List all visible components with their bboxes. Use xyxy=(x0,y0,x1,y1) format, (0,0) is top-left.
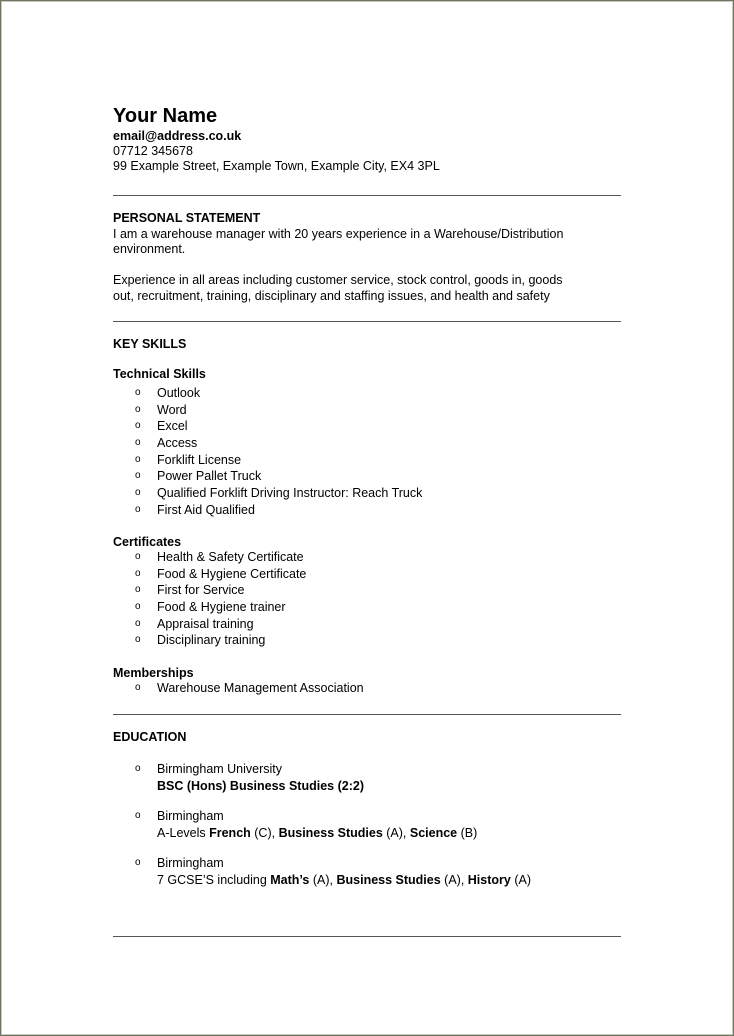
education-entry xyxy=(113,761,364,795)
bullet-icon: o xyxy=(135,682,141,693)
bullet-icon: o xyxy=(135,387,141,398)
bullet-icon: o xyxy=(135,437,141,449)
education-qualification: A-Levels French (C), Business Studies (A), Science (B) xyxy=(157,826,478,840)
bullet-icon: o xyxy=(135,634,141,646)
email-address: email@address.co.uk xyxy=(113,129,242,143)
list-item: o Appraisal training xyxy=(135,616,254,631)
bullet-icon: o xyxy=(135,810,141,821)
bullet-icon: o xyxy=(135,584,141,596)
education-place: Birmingham xyxy=(157,809,224,823)
list-item: o Warehouse Management Association xyxy=(135,681,364,695)
education-entry xyxy=(113,808,477,842)
bullet-icon: o xyxy=(135,567,141,579)
candidate-name: Your Name xyxy=(113,105,218,127)
list-item: o First for Service xyxy=(135,583,245,598)
education-qualification: 7 GCSE’S including Math’s (A), Business Studies (A), History (A) xyxy=(157,873,531,887)
list-item: o Food & Hygiene Certificate xyxy=(135,566,307,581)
bullet-icon: o xyxy=(135,617,141,629)
divider xyxy=(113,195,621,196)
postal-address: 99 Example Street, Example Town, Example City, EX4 3PL xyxy=(113,159,440,173)
divider xyxy=(113,936,621,937)
education-heading: EDUCATION xyxy=(113,730,187,744)
bullet-icon: o xyxy=(135,503,141,515)
education-qualification: BSC (Hons) Business Studies (2:2) xyxy=(157,779,364,793)
divider xyxy=(113,714,621,715)
bullet-icon: o xyxy=(135,453,141,465)
bullet-icon: o xyxy=(135,403,141,415)
certificates-heading: Certificates xyxy=(113,535,182,549)
list-item: o First Aid Qualified xyxy=(135,502,255,517)
personal-statement-heading: PERSONAL STATEMENT xyxy=(113,211,261,225)
bullet-icon: o xyxy=(135,601,141,613)
memberships-list xyxy=(113,680,364,697)
list-item: o Qualified Forklift Driving Instructor: Reach Truck xyxy=(135,486,423,501)
list-item: o Food & Hygiene trainer xyxy=(135,600,286,615)
education-entry xyxy=(113,855,531,889)
technical-skills-list xyxy=(113,385,422,519)
statement-text: Experience in all areas including customer service, stock control, goods in, goods xyxy=(113,273,563,287)
list-item: o Forklift License xyxy=(135,452,242,467)
education-place: Birmingham University xyxy=(157,762,283,776)
certificates-list xyxy=(113,549,306,649)
list-item: o Excel xyxy=(135,419,188,434)
divider xyxy=(113,321,621,322)
list-item: o Access xyxy=(135,436,198,451)
memberships-heading: Memberships xyxy=(113,666,194,680)
bullet-icon: o xyxy=(135,551,141,562)
bullet-icon: o xyxy=(135,487,141,499)
list-item: o Outlook xyxy=(135,386,201,400)
bullet-icon: o xyxy=(135,470,141,482)
technical-skills-heading: Technical Skills xyxy=(113,367,206,381)
bullet-icon: o xyxy=(135,763,141,774)
statement-text: out, recruitment, training, disciplinary and staffing issues, and health and safety xyxy=(113,289,550,303)
list-item: o Disciplinary training xyxy=(135,633,266,648)
key-skills-heading: KEY SKILLS xyxy=(113,337,187,351)
list-item: o Power Pallet Truck xyxy=(135,469,262,484)
statement-text: environment. xyxy=(113,242,186,256)
statement-text: I am a warehouse manager with 20 years experience in a Warehouse/Distribution xyxy=(113,227,564,241)
phone-number: 07712 345678 xyxy=(113,144,193,158)
bullet-icon: o xyxy=(135,857,141,868)
list-item: o Health & Safety Certificate xyxy=(135,550,304,564)
list-item: o Word xyxy=(135,402,187,417)
bullet-icon: o xyxy=(135,420,141,432)
education-place: Birmingham xyxy=(157,856,224,870)
